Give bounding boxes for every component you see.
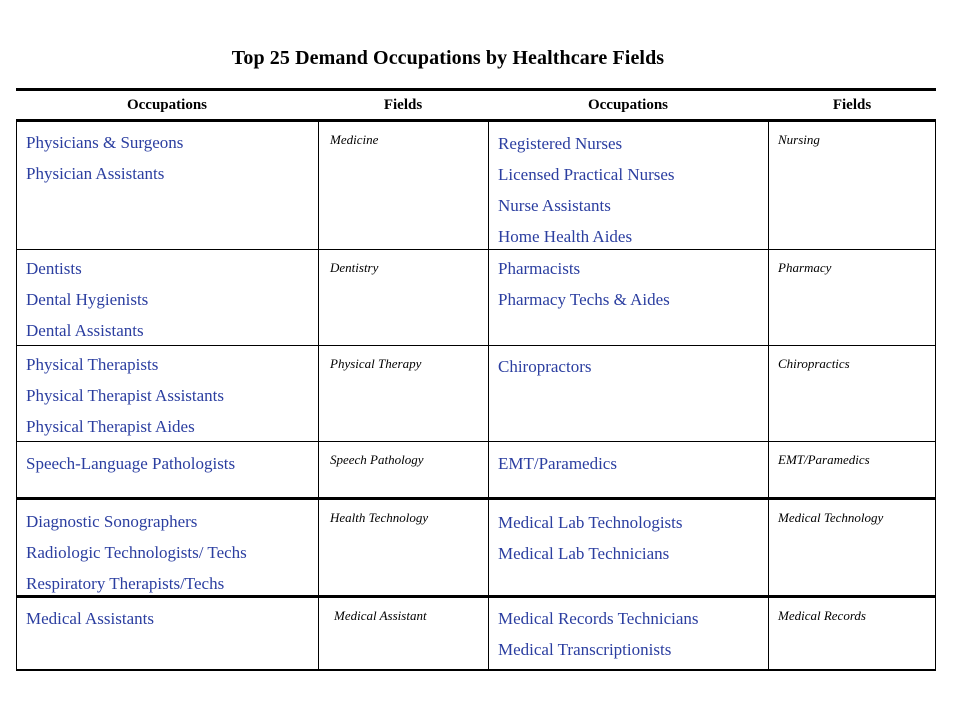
occupation-item: Dentists xyxy=(26,259,82,278)
column-divider xyxy=(768,346,769,441)
table-row xyxy=(16,500,936,598)
header-fields-2: Fields xyxy=(832,97,872,113)
right-field-cell: Chiropractics xyxy=(778,356,850,371)
column-divider xyxy=(768,122,769,249)
table-row xyxy=(16,442,936,500)
column-divider xyxy=(488,346,489,441)
occupation-item: Pharmacists xyxy=(498,259,581,278)
occupation-item: Physical Therapists xyxy=(26,355,159,374)
left-field-cell: Medical Assistant xyxy=(334,608,427,623)
column-divider xyxy=(318,500,319,595)
right-occupations-cell xyxy=(498,448,617,479)
occupation-item: Home Health Aides xyxy=(498,227,633,246)
occupation-item: Licensed Practical Nurses xyxy=(498,165,675,184)
column-divider xyxy=(318,122,319,249)
occupation-item: Medical Records Technicians xyxy=(498,609,699,628)
header-occupations-1: Occupations xyxy=(126,97,207,113)
table-row xyxy=(16,346,936,442)
table-header xyxy=(16,88,936,122)
column-divider xyxy=(768,500,769,595)
right-field-cell: Nursing xyxy=(778,132,820,147)
occupation-item: Medical Lab Technicians xyxy=(498,544,670,563)
occupation-item: Chiropractors xyxy=(498,357,592,376)
header-occupations-2: Occupations xyxy=(587,97,668,113)
column-divider xyxy=(318,346,319,441)
column-divider xyxy=(488,442,489,497)
left-occupations-cell xyxy=(26,253,148,346)
column-divider xyxy=(318,442,319,497)
occupation-item: Medical Lab Technologists xyxy=(498,513,683,532)
column-divider xyxy=(318,250,319,345)
left-occupations-cell xyxy=(26,349,224,442)
right-occupations-cell xyxy=(498,253,670,315)
occupation-item: Dental Hygienists xyxy=(26,290,149,309)
occupation-item: Medical Assistants xyxy=(26,609,154,628)
right-occupations-cell xyxy=(498,507,683,569)
occupation-item: Registered Nurses xyxy=(498,134,623,153)
left-occupations-cell xyxy=(26,448,235,479)
occupation-item: Medical Transcriptionists xyxy=(498,640,672,659)
column-divider xyxy=(318,598,319,669)
occupation-item: Radiologic Technologists/ Techs xyxy=(26,543,247,562)
occupation-item: EMT/Paramedics xyxy=(498,454,617,473)
occupation-item: Respiratory Therapists/Techs xyxy=(26,574,225,593)
right-occupations-cell xyxy=(498,603,699,665)
left-field-cell: Medicine xyxy=(330,132,379,147)
occupation-item: Nurse Assistants xyxy=(498,196,611,215)
header-fields-1: Fields xyxy=(383,97,423,113)
right-field-cell: Medical Records xyxy=(778,608,866,623)
left-occupations-cell xyxy=(26,127,183,189)
left-field-cell: Speech Pathology xyxy=(330,452,424,467)
right-field-cell: EMT/Paramedics xyxy=(778,452,870,467)
table-row xyxy=(16,250,936,346)
table-row xyxy=(16,598,936,671)
column-divider xyxy=(488,250,489,345)
left-occupations-cell xyxy=(26,603,154,634)
occupation-item: Physical Therapist Aides xyxy=(26,417,195,436)
right-occupations-cell xyxy=(498,351,591,382)
right-occupations-cell xyxy=(498,128,675,252)
left-field-cell: Health Technology xyxy=(330,510,429,525)
left-field-cell: Dentistry xyxy=(330,260,379,275)
column-divider xyxy=(768,250,769,345)
occupation-item: Pharmacy Techs & Aides xyxy=(498,290,670,309)
page-title: Top 25 Demand Occupations by Healthcare Fields xyxy=(231,47,665,69)
column-divider xyxy=(488,598,489,669)
occupation-item: Speech-Language Pathologists xyxy=(26,454,236,473)
occupation-item: Physicians & Surgeons xyxy=(26,133,184,152)
left-occupations-cell xyxy=(26,506,247,599)
left-field-cell: Physical Therapy xyxy=(330,356,422,371)
right-field-cell: Medical Technology xyxy=(778,510,884,525)
column-divider xyxy=(488,122,489,249)
table-row xyxy=(16,122,936,250)
right-field-cell: Pharmacy xyxy=(778,260,832,275)
column-divider xyxy=(768,598,769,669)
occupation-item: Diagnostic Sonographers xyxy=(26,512,198,531)
column-divider xyxy=(488,500,489,595)
occupation-item: Physical Therapist Assistants xyxy=(26,386,225,405)
occupation-item: Dental Assistants xyxy=(26,321,144,340)
occupation-item: Physician Assistants xyxy=(26,164,165,183)
column-divider xyxy=(768,442,769,497)
